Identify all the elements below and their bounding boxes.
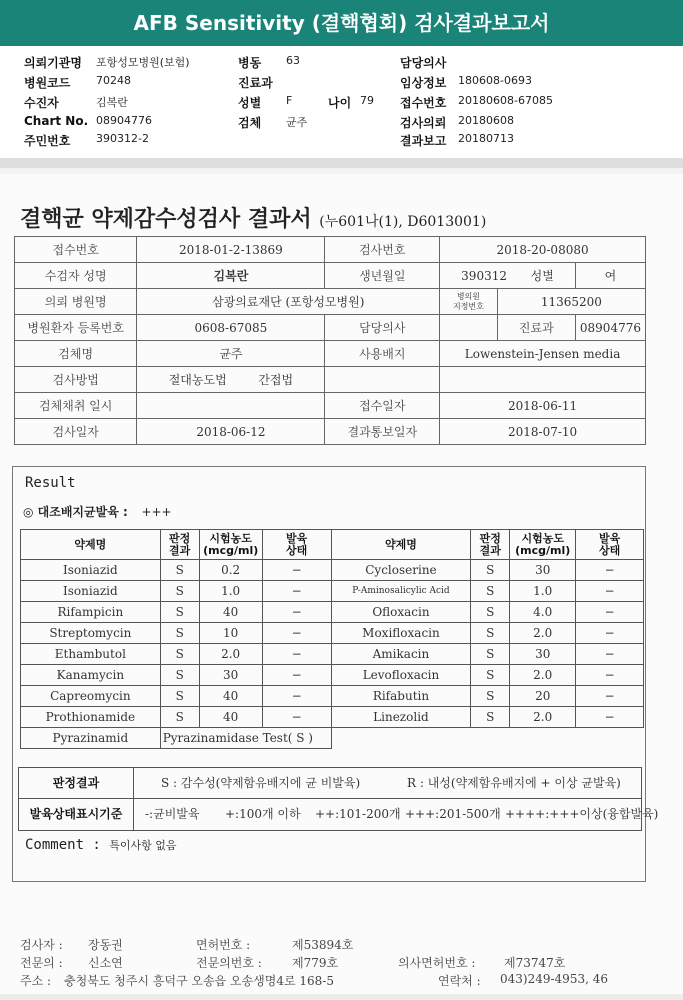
drug-conc: 40 — [199, 602, 262, 623]
drug-conc: 30 — [199, 665, 262, 686]
drug-judge: S — [160, 560, 199, 581]
info-label: 생년월일 — [325, 263, 440, 289]
header-label: 주민번호 — [24, 134, 71, 148]
col-header-judge: 판정 결과 — [471, 530, 510, 560]
info-row — [15, 237, 646, 263]
info-value: 김복란 — [137, 263, 325, 289]
footer-line-1 — [20, 936, 660, 954]
drug-judge: S — [471, 560, 510, 581]
info-value: 균주 — [137, 341, 325, 367]
header-label: Chart No. — [24, 114, 89, 128]
info-label: 검체명 — [15, 341, 137, 367]
info-value — [137, 393, 325, 419]
legend-label: 판정결과 — [19, 768, 134, 799]
col-header-drug: 약제명 — [331, 530, 471, 560]
comment — [25, 837, 177, 853]
drug-judge: S — [160, 602, 199, 623]
footer-label: 주소 : — [20, 974, 52, 988]
drug-conc: 2.0 — [510, 707, 576, 728]
pza-test: Pyrazinamidase Test( S ) — [160, 728, 331, 749]
header-label: 병동 — [238, 56, 262, 70]
legend-growth-4: +++:201-500개 — [405, 807, 501, 821]
drug-judge: S — [471, 686, 510, 707]
method-1: 절대농도법 — [168, 373, 227, 387]
header-label: 결과보고 — [400, 134, 447, 148]
drug-name: Rifabutin — [331, 686, 471, 707]
info-value — [440, 315, 498, 341]
drug-conc: 10 — [199, 623, 262, 644]
drug-row-pza — [21, 728, 644, 749]
info-label: 담당의사 — [325, 315, 440, 341]
control-growth — [23, 503, 172, 520]
drug-conc: 4.0 — [510, 602, 576, 623]
drug-conc: 1.0 — [199, 581, 262, 602]
drug-judge: S — [160, 644, 199, 665]
drug-name: Ofloxacin — [331, 602, 471, 623]
drug-name: Cycloserine — [331, 560, 471, 581]
drug-growth: − — [576, 581, 644, 602]
drug-growth: − — [262, 581, 331, 602]
header-label: 접수번호 — [400, 96, 447, 110]
info-value — [137, 367, 325, 393]
info-value: 0608-67085 — [137, 315, 325, 341]
info-label: 검사일자 — [15, 419, 137, 445]
document-subtitle: (누601나(1), D6013001) — [319, 214, 487, 230]
header-label: 담당의사 — [400, 56, 447, 70]
info-empty — [325, 367, 440, 393]
info-label: 병의원 지정번호 — [440, 289, 498, 315]
control-growth-value: +++ — [141, 505, 172, 519]
info-label: 접수번호 — [15, 237, 137, 263]
info-row — [15, 419, 646, 445]
footer-label: 면허번호 : — [196, 938, 251, 952]
drug-name: Rifampicin — [21, 602, 161, 623]
legend-growth-2: +:100개 이하 — [225, 807, 301, 821]
drug-conc: 40 — [199, 686, 262, 707]
col-header-judge: 판정 결과 — [160, 530, 199, 560]
drug-conc: 30 — [510, 644, 576, 665]
footer-value: 제53894호 — [292, 938, 354, 952]
method-2: 간접법 — [258, 373, 294, 387]
drug-name: Prothionamide — [21, 707, 161, 728]
drug-conc: 30 — [510, 560, 576, 581]
footer-label: 연락처 : — [438, 974, 481, 988]
drug-growth: − — [262, 560, 331, 581]
info-row — [15, 393, 646, 419]
drug-row — [21, 602, 644, 623]
empty-cell — [331, 728, 643, 749]
info-label: 결과통보일자 — [325, 419, 440, 445]
drug-growth: − — [576, 665, 644, 686]
info-row — [15, 315, 646, 341]
drug-conc: 1.0 — [510, 581, 576, 602]
footer-line-3 — [20, 972, 660, 990]
section-divider — [0, 158, 683, 168]
col-header-conc: 시험농도 (mcg/ml) — [510, 530, 576, 560]
header-value: 포항성모병원(보험) — [96, 56, 190, 69]
footer-value: 제779호 — [292, 956, 339, 970]
drug-row — [21, 623, 644, 644]
info-value: 08904776 — [575, 315, 645, 341]
col-header-growth: 발육 상태 — [262, 530, 331, 560]
legend-s: S : 감수성(약제함유배지에 균 비발육) — [161, 776, 361, 790]
drug-growth: − — [576, 686, 644, 707]
info-value: 2018-06-11 — [440, 393, 646, 419]
footer-value: 충청북도 청주시 흥덕구 오송읍 오송생명4로 168-5 — [64, 974, 334, 988]
drug-conc: 40 — [199, 707, 262, 728]
drug-table-header — [21, 530, 644, 560]
drug-growth: − — [262, 686, 331, 707]
control-growth-label: ◎ 대조배지균발육 : — [23, 505, 128, 519]
drug-growth: − — [262, 644, 331, 665]
info-value — [440, 263, 576, 289]
header-value: 20180713 — [458, 132, 514, 145]
info-value: Lowenstein-Jensen media — [440, 341, 646, 367]
header-value: 08904776 — [96, 114, 152, 127]
drug-row — [21, 665, 644, 686]
drug-conc: 2.0 — [510, 665, 576, 686]
info-value: 2018-06-12 — [137, 419, 325, 445]
header-label: 임상정보 — [400, 76, 447, 90]
drug-judge: S — [471, 644, 510, 665]
info-value: 여 — [575, 263, 645, 289]
info-row — [15, 289, 646, 315]
drug-judge: S — [471, 623, 510, 644]
header-label: 검체 — [238, 116, 262, 130]
header-value: 63 — [286, 54, 300, 67]
dob-value: 390312 — [461, 269, 507, 283]
drug-growth: − — [262, 602, 331, 623]
info-row — [15, 341, 646, 367]
drug-conc: 20 — [510, 686, 576, 707]
header-value: 균주 — [286, 116, 308, 129]
legend-growth-1: -:균비발육 — [145, 807, 200, 821]
footer-value: 신소연 — [88, 956, 123, 970]
drug-name: Linezolid — [331, 707, 471, 728]
drug-judge: S — [471, 665, 510, 686]
drug-row — [21, 644, 644, 665]
drug-row — [21, 686, 644, 707]
legend-growth-3: ++:101-200개 — [315, 807, 401, 821]
drug-judge: S — [160, 581, 199, 602]
drug-judge: S — [160, 686, 199, 707]
drug-name: Levofloxacin — [331, 665, 471, 686]
legend-r: R : 내성(약제함유배지에 + 이상 균발육) — [407, 776, 621, 790]
info-label: 사용배지 — [325, 341, 440, 367]
info-empty — [440, 367, 646, 393]
drug-name: Pyrazinamid — [21, 728, 161, 749]
info-value: 2018-20-08080 — [440, 237, 646, 263]
drug-name: Capreomycin — [21, 686, 161, 707]
info-value: 11365200 — [497, 289, 645, 315]
drug-name: Isoniazid — [21, 581, 161, 602]
header-value: F — [286, 94, 293, 107]
sex-label: 성별 — [530, 269, 554, 283]
info-label: 병원환자 등록번호 — [15, 315, 137, 341]
footer-label: 전문의 : — [20, 956, 63, 970]
info-label: 의뢰 병원명 — [15, 289, 137, 315]
header-label: 검사의뢰 — [400, 116, 447, 130]
drug-judge: S — [160, 665, 199, 686]
drug-growth: − — [576, 623, 644, 644]
footer-line-2 — [20, 954, 660, 972]
footer-label: 의사면허번호 : — [398, 956, 476, 970]
result-section — [12, 466, 659, 882]
legend-box — [18, 767, 659, 831]
comment-value: 특이사항 없음 — [109, 839, 177, 852]
drug-name: Moxifloxacin — [331, 623, 471, 644]
col-header-conc: 시험농도 (mcg/ml) — [199, 530, 262, 560]
info-row — [15, 263, 646, 289]
document-title — [20, 202, 486, 233]
header-value: 79 — [360, 94, 374, 107]
legend-row-judge — [19, 768, 641, 799]
drug-row — [21, 560, 644, 581]
scanned-document — [0, 174, 683, 994]
info-label: 진료과 — [497, 315, 575, 341]
header-value: 20180608 — [458, 114, 514, 127]
info-row — [15, 367, 646, 393]
header-value: 390312-2 — [96, 132, 149, 145]
drug-judge: S — [471, 707, 510, 728]
info-value: 2018-01-2-13869 — [137, 237, 325, 263]
patient-info-table — [14, 236, 646, 445]
drug-judge: S — [471, 602, 510, 623]
legend-growth-5: ++++:+++이상(융합발육) — [505, 807, 659, 821]
col-header-growth: 발육 상태 — [576, 530, 644, 560]
header-label: 성별 — [238, 96, 262, 110]
footer-value: 장동권 — [88, 938, 123, 952]
info-label: 검체채취 일시 — [15, 393, 137, 419]
info-value: 2018-07-10 — [440, 419, 646, 445]
drug-name: Kanamycin — [21, 665, 161, 686]
header-value: 180608-0693 — [458, 74, 532, 87]
info-value: 삼광의료재단 (포항성모병원) — [137, 289, 440, 315]
drug-name: Isoniazid — [21, 560, 161, 581]
drug-judge: S — [471, 581, 510, 602]
legend-label: 발육상태표시기준 — [19, 799, 134, 830]
footer-value: 제73747호 — [504, 956, 566, 970]
drug-name: Amikacin — [331, 644, 471, 665]
info-label: 검사방법 — [15, 367, 137, 393]
header-label: 수진자 — [24, 96, 59, 110]
header-value: 20180608-67085 — [458, 94, 553, 107]
header-label: 의뢰기관명 — [24, 56, 82, 70]
report-banner: AFB Sensitivity (결핵협회) 검사결과보고서 — [0, 0, 683, 46]
header-label: 진료과 — [238, 76, 273, 90]
col-header-drug: 약제명 — [21, 530, 161, 560]
drug-row — [21, 581, 644, 602]
footer-value: 043)249-4953, 46 — [500, 972, 608, 986]
drug-growth: − — [262, 623, 331, 644]
drug-sensitivity-table — [20, 529, 644, 749]
drug-growth: − — [576, 707, 644, 728]
footer-label: 전문의번호 : — [196, 956, 262, 970]
drug-growth: − — [262, 707, 331, 728]
comment-label: Comment : — [25, 837, 101, 853]
drug-judge: S — [160, 707, 199, 728]
result-title: Result — [25, 475, 76, 491]
info-label: 접수일자 — [325, 393, 440, 419]
drug-growth: − — [576, 602, 644, 623]
header-value: 김복란 — [96, 96, 128, 109]
header-value: 70248 — [96, 74, 131, 87]
header-label: 병원코드 — [24, 76, 71, 90]
bottom-bar — [0, 994, 683, 1000]
info-label: 수검자 성명 — [15, 263, 137, 289]
drug-conc: 2.0 — [510, 623, 576, 644]
drug-growth: − — [576, 560, 644, 581]
drug-growth: − — [576, 644, 644, 665]
drug-growth: − — [262, 665, 331, 686]
footer-label: 검사자 : — [20, 938, 63, 952]
drug-name: Streptomycin — [21, 623, 161, 644]
drug-name: P-Aminosalicylic Acid — [331, 581, 471, 602]
legend-row-growth — [19, 799, 659, 830]
document-title-text: 결핵균 약제감수성검사 결과서 — [20, 206, 312, 232]
drug-conc: 0.2 — [199, 560, 262, 581]
drug-conc: 2.0 — [199, 644, 262, 665]
header-label: 나이 — [328, 96, 352, 110]
header-info — [0, 46, 683, 158]
drug-judge: S — [160, 623, 199, 644]
drug-name: Ethambutol — [21, 644, 161, 665]
drug-row — [21, 707, 644, 728]
info-label: 검사번호 — [325, 237, 440, 263]
